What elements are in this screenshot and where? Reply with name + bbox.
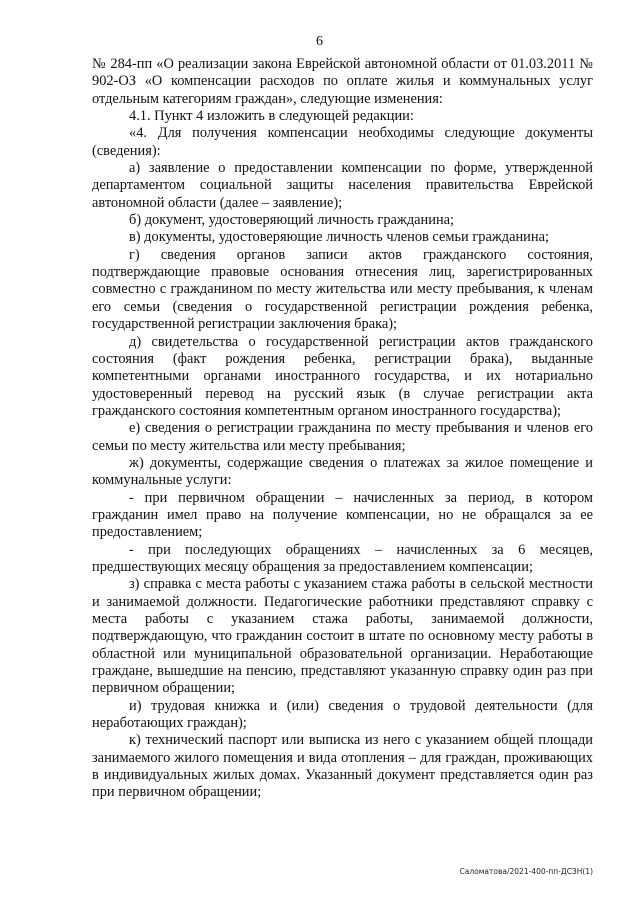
paragraph: - при первичном обращении – начисленных за период, в котором гражданин имел право на получение компенсации, но не обращался за ее предоставлением;: [92, 489, 593, 541]
paragraph: з) справка с места работы с указанием стажа работы в сельской местности и занимаемой должности. Педагогические работники представляют справку с места работы с указанием стажа работы, занимаемой должности, подтверждающую, что гражданин состоит в штате по основному месту работы в областной или муниципальной образовательной организации. Неработающие граждане, вышедшие на пенсию, представляют указанную справку один раз при первичном обращении;: [92, 576, 593, 697]
paragraph: и) трудовая книжка и (или) сведения о трудовой деятельности (для неработающих граждан);: [92, 697, 593, 732]
paragraph: «4. Для получения компенсации необходимы следующие документы (сведения):: [92, 125, 593, 159]
paragraph: в) документы, удостоверяющие личность членов семьи гражданина;: [129, 229, 549, 246]
paragraph: г) сведения органов записи актов гражданского состояния, подтверждающие правовые основания отнесения лиц, зарегистрированных совместно с гражданином по месту жительства или месту пребывания, к членам его семьи (сведения о государственной регистрации рождения ребенка, государственной регистрации заключения брака);: [92, 246, 593, 333]
paragraph: ж) документы, содержащие сведения о платежах за жилое помещение и коммунальные услуги:: [92, 454, 593, 489]
page-number: 6: [316, 34, 323, 49]
paragraph: к) технический паспорт или выписка из него с указанием общей площади занимаемого жилого помещения и вида отопления – для граждан, проживающих в индивидуальных жилых домах. Указанный документ представляется один раз при первичном обращении;: [92, 732, 593, 801]
paragraph: а) заявление о предоставлении компенсации по форме, утвержденной департаментом социальной защиты населения правительства Еврейской автономной области (далее – заявление);: [92, 160, 593, 211]
paragraph: № 284-пп «О реализации закона Еврейской автономной области от 01.03.2011 № 902-ОЗ «О компенсации расходов по оплате жилья и коммунальных услуг отдельным категориям граждан», следующие изменения:: [92, 56, 593, 107]
paragraph: д) свидетельства о государственной регистрации актов гражданского состояния (факт рождения ребенка, регистрации брака), выданные компетентными органами иностранного государства, и их нотариально удостоверенный перевод на русский язык (в случае регистрации акта гражданского состояния компетентным органом иностранного государства);: [92, 333, 593, 419]
paragraph: е) сведения о регистрации гражданина по месту пребывания и членов его семьи по месту жительства или месту пребывания;: [92, 420, 593, 454]
paragraph: 4.1. Пункт 4 изложить в следующей редакции:: [129, 108, 414, 125]
document-body: [92, 56, 593, 802]
document-footer-code: Саломатова/2021-400-пп-ДСЗН(1): [459, 867, 593, 876]
paragraph: - при последующих обращениях – начисленных за 6 месяцев, предшествующих месяцу обращения за предоставлением компенсации;: [92, 541, 593, 575]
paragraph: б) документ, удостоверяющий личность гражданина;: [129, 212, 455, 229]
